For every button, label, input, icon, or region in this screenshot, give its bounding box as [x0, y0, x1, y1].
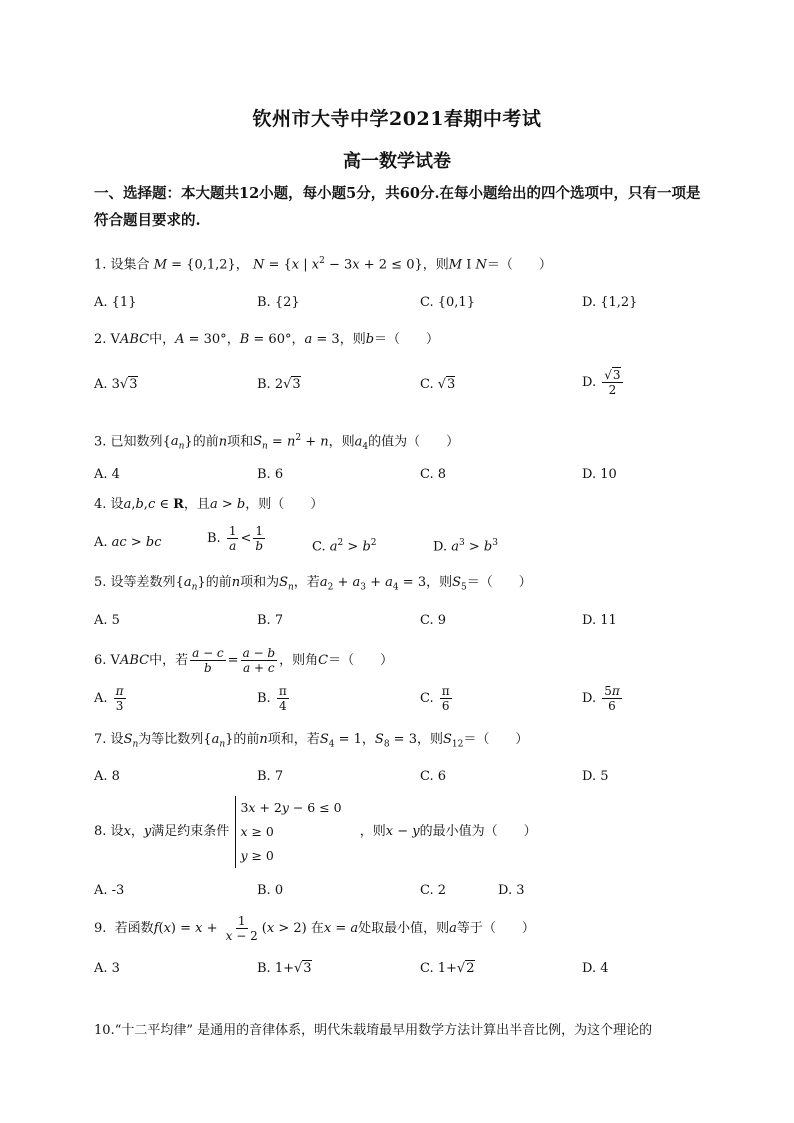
option-c[interactable]: C. 9	[420, 613, 447, 628]
option-d[interactable]: D. 3	[498, 883, 525, 898]
option-b[interactable]: B. $\frac{\pi}{4}$	[257, 684, 287, 713]
exam-title: 钦州市大寺中学2021春期中考试	[252, 108, 542, 130]
option-c[interactable]: C. 2	[420, 883, 447, 898]
option-c[interactable]: C. 6	[420, 769, 447, 784]
math-expr: M	[153, 257, 168, 273]
option-d[interactable]: D. {1,2}	[582, 295, 638, 310]
option-d[interactable]: D. $\frac{5\pi}{6}$	[582, 684, 620, 713]
question-8: 8. 设x，y满足约束条件 3x + 2y − 6 ≤ 0 x ≥ 0 y ≥ 0 ，则x − y的最小值为（ ）	[94, 796, 537, 868]
option-a[interactable]: A. ac > bc	[94, 535, 162, 550]
question-2: 2. VABC中，A = 30°，B = 60°，a = 3，则b＝（ ）	[94, 332, 440, 347]
option-b[interactable]: B. 2√3	[257, 377, 301, 392]
option-b[interactable]: B. 7	[257, 613, 284, 628]
option-c[interactable]: C. $a^2 > b^2$	[312, 538, 377, 555]
question-number: 1.	[94, 257, 107, 273]
option-c[interactable]: C. $\frac{\pi}{6}$	[420, 684, 450, 713]
option-a[interactable]: A. {1}	[94, 295, 137, 310]
option-d[interactable]: D. $\frac{√3}{2}$	[582, 368, 621, 397]
exam-subtitle: 高一数学试卷	[343, 151, 451, 172]
option-b[interactable]: B. $\frac{1}{a}$ < $\frac{1}{b}$	[207, 524, 264, 553]
option-c[interactable]: C. 8	[420, 467, 447, 482]
question-9: 9. 若函数f(x) = x + $\frac{1}{x - 2}$ (x > 2) 在x = a处取最小值，则a等于（ ）	[94, 914, 535, 943]
option-d[interactable]: D. 10	[582, 467, 617, 482]
option-a[interactable]: A. 3	[94, 961, 120, 976]
option-c[interactable]: C. {0,1}	[420, 295, 475, 310]
question-7: 7. 设$S_n$为等比数列$\{a_n\}$的前n项和，若$S_4 = 1$，$S_8 = 3$，则$S_{12}=$（ ）	[94, 732, 529, 750]
option-c[interactable]: C. 1+√2	[420, 961, 475, 976]
section-header: 一、选择题：本大题共12小题，每小题5分，共60分.在每小题给出的四个选项中，只有一项是符合题目要求的.	[94, 185, 701, 229]
option-d[interactable]: D. 5	[582, 769, 609, 784]
option-b[interactable]: B. 6	[257, 467, 284, 482]
question-3: 3. 已知数列$\{a_n\}$的前n项和$S_n = n^2 + n$，则$a_4$的值为（ ）	[94, 433, 460, 452]
option-a[interactable]: A. 3√3	[94, 377, 138, 392]
option-a[interactable]: A. 8	[94, 769, 120, 784]
option-b[interactable]: B. 7	[257, 769, 284, 784]
question-4: 4. 设a,b,c ∈ R，且a > b，则（ ）	[94, 497, 324, 512]
question-5: 5. 设等差数列$\{a_n\}$的前n项和为$S_n$，若$a_2 + a_3 + a_4 = 3$，则$S_5=$（ ）	[94, 575, 532, 593]
constraint-system: 3x + 2y − 6 ≤ 0 x ≥ 0 y ≥ 0	[235, 796, 341, 868]
option-d[interactable]: D. 11	[582, 613, 617, 628]
question-10: 10.“十二平均律” 是通用的音律体系，明代朱载堉最早用数学方法计算出半音比例，为这个理论的	[94, 1023, 653, 1038]
option-d[interactable]: D. $a^3 > b^3$	[433, 538, 498, 555]
option-a[interactable]: A. -3	[94, 883, 125, 898]
option-a[interactable]: A. 5	[94, 613, 120, 628]
option-a[interactable]: A. $\frac{\pi}{3}$	[94, 684, 124, 713]
option-a[interactable]: A. 4	[94, 467, 120, 482]
question-6: 6. VABC中，若 $\frac{a - c}{b}$ = $\frac{a - b}{a + c}$ ，则角C＝（ ）	[94, 646, 394, 675]
option-b[interactable]: B. {2}	[257, 295, 300, 310]
option-c[interactable]: C. √3	[420, 377, 456, 392]
option-d[interactable]: D. 4	[582, 961, 609, 976]
option-b[interactable]: B. 1+√3	[257, 961, 312, 976]
option-b[interactable]: B. 0	[257, 883, 284, 898]
question-1: 1. 设集合 M = {0,1,2}， N = {x | $x^2 - 3x + 2 \le 0$}，则M I N＝（ ）	[94, 256, 552, 273]
